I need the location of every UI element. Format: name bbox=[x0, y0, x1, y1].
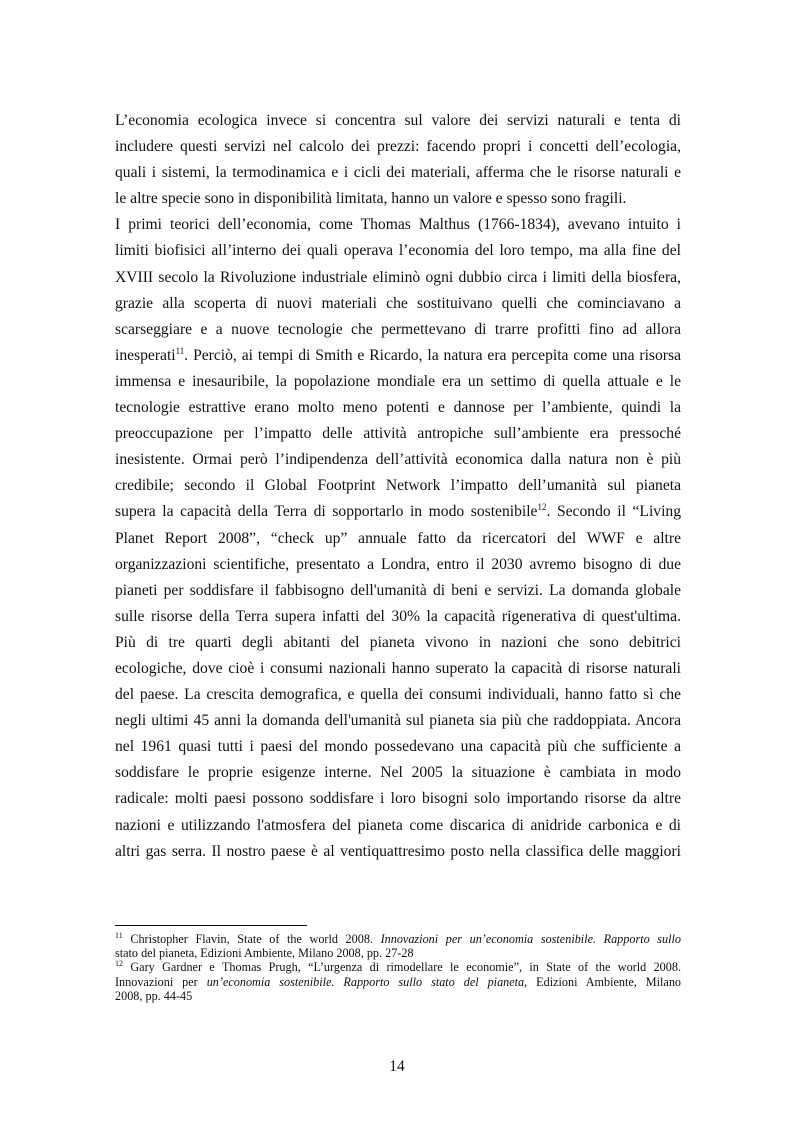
text-line: includere questi servizi nel calcolo dei prezzi: facendo propri i concetti dell’ecologia, bbox=[115, 138, 681, 156]
footnote-ref: 12 bbox=[537, 502, 547, 513]
text-line: le altre specie sono in disponibilità limitata, hanno un valore e spesso sono fragili. bbox=[115, 190, 627, 208]
text-line: L’economia ecologica invece si concentra sul valore dei servizi naturali e tenta di bbox=[115, 112, 681, 129]
text-line: altri gas serra. Il nostro paese è al ventiquattresimo posto nella classifica delle maggiori bbox=[115, 842, 681, 860]
footnote-line: $^{12}$ Gary Gardner e Thomas Prugh, “L’urgenza di rimodellare le economie”, in State of the world 2008. bbox=[115, 960, 681, 975]
text-line: ecologiche, dove cioè i consumi nazionali hanno superato la capacità di risorse naturali bbox=[115, 659, 681, 677]
footnote-line: 2008, pp. 44-45 bbox=[115, 988, 193, 1003]
text-line: soddisfare le proprie esigenze interne. Nel 2005 la situazione è cambiata in modo bbox=[115, 764, 681, 782]
footnotes bbox=[115, 932, 681, 1003]
text-line: organizzazioni scientifiche, presentato a Londra, entro il 2030 avremo bisogno di due bbox=[115, 555, 681, 573]
text-line: del paese. La crescita demografica, e quella dei consumi individuali, hanno fatto sì che bbox=[115, 686, 681, 704]
text-line: scarseggiare e a nuove tecnologie che permettevano di trarre profitti fino ad allora bbox=[115, 320, 681, 338]
text-line: immensa e inesauribile, la popolazione mondiale era un settimo di quella attuale e le bbox=[115, 372, 681, 390]
text-line: Più di tre quarti degli abitanti del pianeta vivono in nazioni che sono debitrici bbox=[115, 633, 681, 651]
text-line: limiti biofisici all’interno dei quali operava l’economia del loro tempo, ma alla fine del bbox=[115, 242, 681, 260]
text-line: grazie alla scoperta di nuovi materiali che sostituivano quelli che cominciavano a bbox=[115, 294, 681, 312]
text-line: radicale: molti paesi possono soddisfare i loro bisogni solo importando risorse da altre bbox=[115, 790, 681, 808]
text-line: nazioni e utilizzando l'atmosfera del pianeta come discarica di anidride carbonica e di bbox=[115, 816, 681, 834]
text-line: preoccupazione per l’impatto delle attività antropiche sull’ambiente era pressoché bbox=[115, 425, 681, 443]
text-line: supera la capacità della Terra di sopportarlo in modo sostenibile$^{12}$. Secondo il “Living bbox=[115, 502, 681, 521]
footnote-ref: 11 bbox=[175, 345, 185, 356]
text-line: inesistente. Ormai però l’indipendenza dell’attività economica dalla natura non è più bbox=[115, 451, 681, 469]
text-line: I primi teorici dell’economia, come Thomas Malthus (1766-1834), avevano intuito i bbox=[115, 216, 681, 234]
text-line: XVIII secolo la Rivoluzione industriale eliminò ogni dubbio circa i limiti della biosfera, bbox=[115, 268, 681, 286]
text-line: quali i sistemi, la termodinamica e i cicli dei materiali, afferma che le risorse naturali e bbox=[115, 164, 681, 182]
page-number: 14 bbox=[389, 1058, 405, 1075]
text-line: sulle risorse della Terra supera infatti del 30% la capacità rigenerativa di quest'ultima. bbox=[115, 607, 681, 625]
footnote-line: Innovazioni per un’economia sostenibile. Rapporto sullo stato del pianeta, Edizioni Ambiente, Milano bbox=[115, 974, 681, 989]
text-line: inesperati$^{11}$. Perciò, ai tempi di Smith e Ricardo, la natura era percepita come una risorsa bbox=[115, 345, 681, 364]
text-line: negli ultimi 45 anni la domanda dell'umanità sul pianeta sia più che raddoppiata. Ancora bbox=[115, 712, 681, 730]
text-line: Planet Report 2008”, “check up” annuale fatto da ricercatori del WWF e altre bbox=[115, 529, 681, 547]
text-line: pianeti per soddisfare il fabbisogno dell'umanità di beni e servizi. La domanda globale bbox=[115, 581, 681, 599]
footnote-line: $^{11}$ Christopher Flavin, State of the world 2008. Innovazioni per un’economia sostenibile. Rapporto sullo bbox=[115, 932, 681, 946]
footnote-separator bbox=[115, 925, 307, 926]
footnote-line: stato del pianeta, Edizioni Ambiente, Milano 2008, pp. 27-28 bbox=[115, 946, 414, 961]
text-line: nel 1961 quasi tutti i paesi del mondo possedevano una capacità più che sufficiente a bbox=[115, 738, 681, 756]
body-text bbox=[115, 108, 681, 865]
text-line: tecnologie estrattive erano molto meno potenti e dannose per l’ambiente, quindi la bbox=[115, 399, 681, 417]
text-line: credibile; secondo il Global Footprint Network l’impatto dell’umanità sul pianeta bbox=[115, 477, 681, 495]
